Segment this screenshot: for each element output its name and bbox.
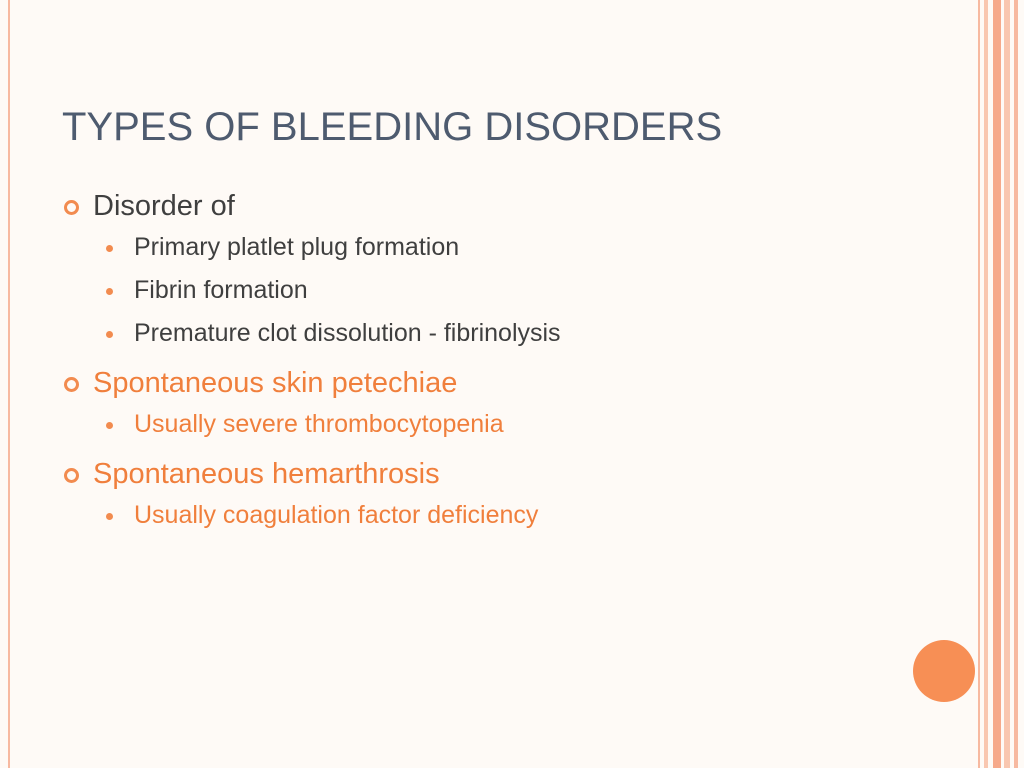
sub-bullet-item [62,226,942,269]
slide-content [62,186,942,537]
dot-bullet-icon [106,288,113,295]
ring-bullet-icon [64,200,79,215]
ring-bullet-icon [64,377,79,392]
sub-bullet-item [62,269,942,312]
bullet-text: Spontaneous skin petechiae [93,367,458,399]
sub-bullet-item [62,312,942,355]
sub-bullet-text: Premature clot dissolution - fibrinolysis [134,319,561,347]
bullet-text: Spontaneous hemarthrosis [93,458,440,490]
slide-title: TYPES OF BLEEDING DISORDERS [62,105,723,149]
sub-bullet-text: Usually severe thrombocytopenia [134,410,504,438]
dot-bullet-icon [106,422,113,429]
bullet-item [62,186,942,226]
sub-bullet-text: Usually coagulation factor deficiency [134,501,539,529]
sub-bullet-item [62,403,942,446]
bullet-item [62,454,942,494]
decorative-stripe [1014,0,1018,768]
dot-bullet-icon [106,513,113,520]
decorative-stripe [978,0,980,768]
decorative-circle [913,640,975,702]
dot-bullet-icon [106,331,113,338]
sub-bullet-text: Primary platlet plug formation [134,233,460,261]
sub-bullet-item [62,494,942,537]
left-border-line [8,0,10,768]
ring-bullet-icon [64,468,79,483]
bullet-text: Disorder of [93,190,235,222]
decorative-stripe [1004,0,1010,768]
dot-bullet-icon [106,245,113,252]
decorative-stripe [984,0,988,768]
decorative-stripe [993,0,1001,768]
bullet-item [62,363,942,403]
sub-bullet-text: Fibrin formation [134,276,308,304]
